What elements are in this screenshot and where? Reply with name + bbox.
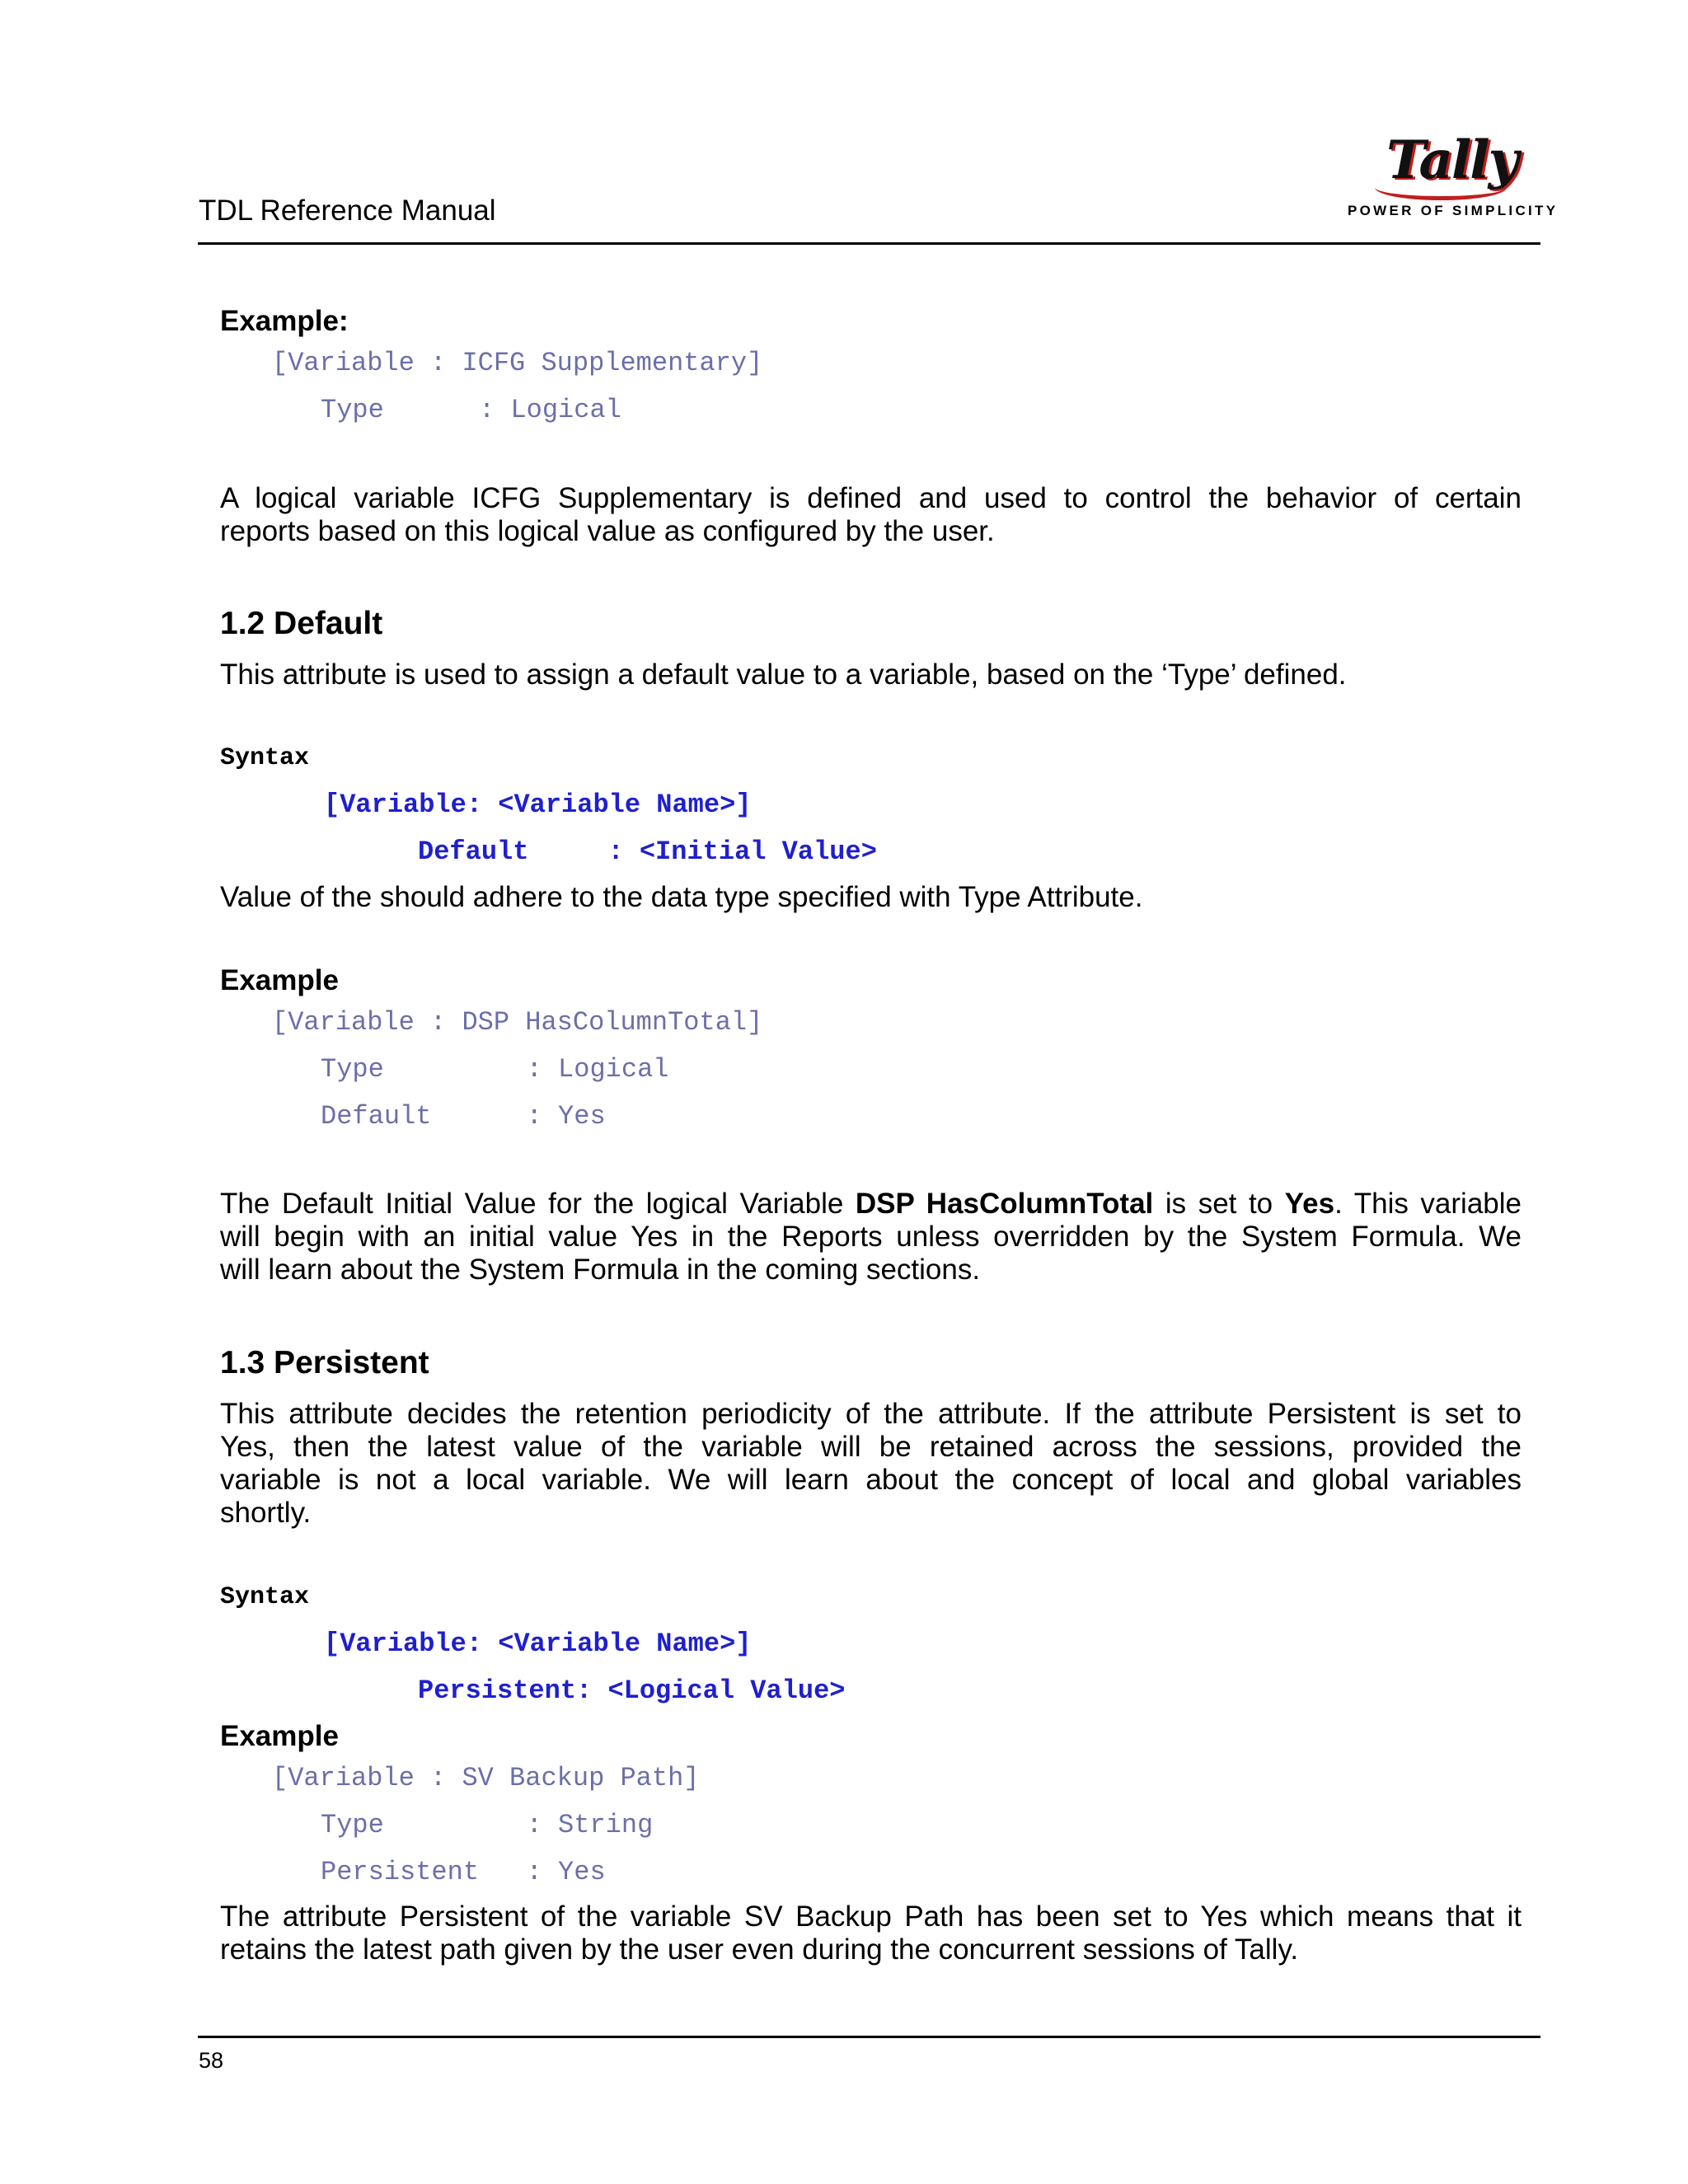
code-line: Type : Logical	[321, 1054, 669, 1085]
code-line: Type : String	[321, 1810, 654, 1840]
paragraph-line: The attribute Persistent of the variable SV Backup Path has been set to Yes which means that it	[220, 1900, 1522, 1933]
paragraph-line: shortly.	[220, 1497, 312, 1529]
code-line: Default : Yes	[321, 1101, 606, 1132]
syntax-line: [Variable: <Variable Name>]	[324, 1629, 752, 1659]
text-run: . This variable	[1334, 1188, 1522, 1220]
paragraph-line: A logical variable ICFG Supplementary is defined and used to control the behavior of certain	[220, 482, 1522, 514]
code-line: Persistent : Yes	[321, 1857, 606, 1887]
paragraph-line: will begin with an initial value Yes in the Reports unless overridden by the System Formula. We	[220, 1221, 1522, 1253]
example-heading: Example	[220, 964, 339, 996]
header-rule	[198, 242, 1540, 245]
code-line: Type : Logical	[321, 395, 621, 425]
logo-wordmark: Tally	[1386, 129, 1517, 191]
text-run: is set to	[1153, 1188, 1285, 1220]
paragraph-line: Yes, then the latest value of the variable will be retained across the sessions, provided the	[220, 1431, 1522, 1463]
bold-term: Yes	[1284, 1188, 1335, 1220]
tally-logo	[1343, 129, 1559, 223]
bold-term: DSP HasColumnTotal	[855, 1188, 1154, 1220]
syntax-line: Persistent: <Logical Value>	[418, 1675, 846, 1706]
code-line: [Variable : DSP HasColumnTotal]	[272, 1007, 763, 1038]
syntax-line: [Variable: <Variable Name>]	[324, 790, 752, 820]
syntax-label: Syntax	[220, 744, 310, 772]
logo-tagline: POWER OF SIMPLICITY	[1348, 203, 1559, 218]
logo-swoosh-icon	[1375, 175, 1507, 200]
section-heading-persistent: 1.3 Persistent	[220, 1345, 429, 1380]
paragraph-line: This attribute decides the retention periodicity of the attribute. If the attribute Persistent is set to	[220, 1398, 1522, 1430]
example-heading: Example	[220, 1720, 339, 1752]
paragraph-line: will learn about the System Formula in the coming sections.	[220, 1254, 981, 1286]
code-line: [Variable : SV Backup Path]	[272, 1763, 700, 1793]
paragraph-line: This attribute is used to assign a default value to a variable, based on the ‘Type’ defined.	[220, 658, 1347, 691]
paragraph-line: Value of the should adhere to the data type specified with Type Attribute.	[220, 881, 1143, 913]
example-heading: Example:	[220, 305, 349, 337]
footer-rule	[198, 2036, 1540, 2038]
document-title: TDL Reference Manual	[199, 194, 496, 227]
paragraph-line	[220, 1188, 1522, 1221]
syntax-label: Syntax	[220, 1583, 310, 1611]
section-heading-default: 1.2 Default	[220, 606, 383, 641]
text-run: The Default Initial Value for the logical Variable	[220, 1188, 856, 1220]
paragraph-line: variable is not a local variable. We will learn about the concept of local and global variables	[220, 1464, 1522, 1496]
code-line: [Variable : ICFG Supplementary]	[272, 348, 763, 378]
syntax-line: Default : <Initial Value>	[418, 837, 877, 867]
paragraph-line: reports based on this logical value as configured by the user.	[220, 515, 995, 547]
paragraph-line: retains the latest path given by the user even during the concurrent sessions of Tally.	[220, 1933, 1299, 1966]
page-number: 58	[199, 2048, 224, 2073]
